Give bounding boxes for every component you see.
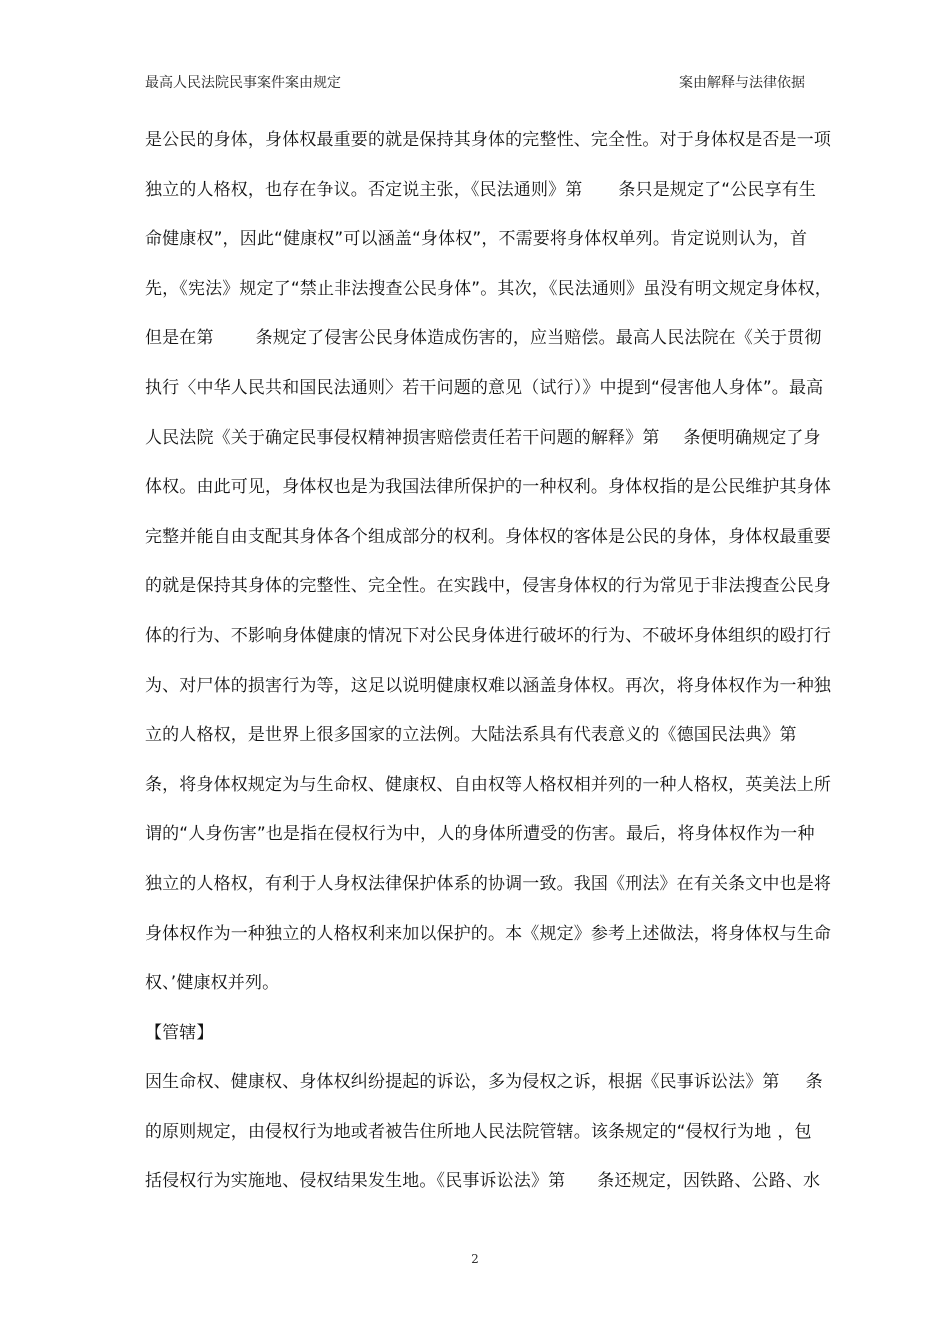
header-title-left: 最高人民法院民事案件案由规定 — [145, 75, 341, 91]
text-line: 是公民的身体，身体权最重要的就是保持其身体的完整性、完全性。对于身体权是否是一项 — [145, 130, 831, 150]
text-line: 身体权作为一种独立的人格权利来加以保护的。本《规定》参考上述做法，将身体权与生命 — [145, 923, 831, 944]
text-line: 的原则规定，由侵权行为地或者被告住所地人民法院管辖。该条规定的“侵权行为地 ，包 — [145, 1121, 812, 1142]
text-line: 但是在第 条规定了侵害公民身体造成伤害的，应当赔偿。最高人民法院在《关于贯彻 — [145, 328, 822, 349]
text-line: 的就是保持其身体的完整性、完全性。在实践中，侵害身体权的行为常见于非法搜查公民身 — [145, 576, 831, 597]
page-header — [145, 72, 805, 92]
text-line: 先，《宪法》规定了“禁止非法搜查公民身体”。其次，《民法通则》虽没有明文规定身体权， — [145, 278, 832, 299]
text-line: 执行〈中华人民共和国民法通则〉若干问题的意见（试行）》中提到“侵害他人身体”。最高 — [145, 377, 824, 398]
text-line: 独立的人格权，有利于人身权法律保护体系的协调一致。我国《刑法》在有关条文中也是将 — [145, 873, 831, 894]
text-line: 独立的人格权，也存在争议。否定说主张，《民法通则》第 条只是规定了“公民享有生 — [145, 179, 817, 200]
text-line: 命健康权”，因此“健康权”可以涵盖“身体权”，不需要将身体权单列。肯定说则认为，首 — [145, 229, 808, 250]
text-line: 为、对尸体的损害行为等，这足以说明健康权难以涵盖身体权。再次，将身体权作为一种独 — [145, 675, 831, 696]
text-line: 立的人格权，是世界上很多国家的立法例。大陆法系具有代表意义的《德国民法典》第 — [145, 725, 797, 746]
body-text — [145, 116, 832, 1207]
page-number: 2 — [471, 1252, 479, 1266]
text-line: 权、’健康权并列。 — [145, 973, 280, 994]
text-line: 体的行为、不影响身体健康的情况下对公民身体进行破坏的行为、不破坏身体组织的殴打行 — [145, 625, 831, 646]
text-line: 完整并能自由支配其身体各个组成部分的权利。身体权的客体是公民的身体，身体权最重要 — [145, 526, 831, 547]
text-line: 因生命权、健康权、身体权纠纷提起的诉讼，多为侵权之诉，根据《民事诉讼法》第 条 — [145, 1072, 823, 1093]
header-title-right: 案由解释与法律依据 — [679, 75, 805, 91]
section-heading-jurisdiction: 【管辖】 — [145, 1022, 214, 1043]
text-line: 条，将身体权规定为与生命权、健康权、自由权等人格权相并列的一种人格权，英美法上所 — [145, 774, 831, 795]
text-line: 体权。由此可见，身体权也是为我国法律所保护的一种权利。身体权指的是公民维护其身体 — [145, 477, 831, 498]
text-line: 谓的“人身伤害”也是指在侵权行为中，人的身体所遭受的伤害。最后，将身体权作为一种 — [145, 824, 815, 845]
text-line: 括侵权行为实施地、侵权结果发生地。《民事诉讼法》第 条还规定，因铁路、公路、水 — [145, 1171, 821, 1192]
text-line: 人民法院《关于确定民事侵权精神损害赔偿责任若干问题的解释》第 条便明确规定了身 — [145, 427, 821, 448]
